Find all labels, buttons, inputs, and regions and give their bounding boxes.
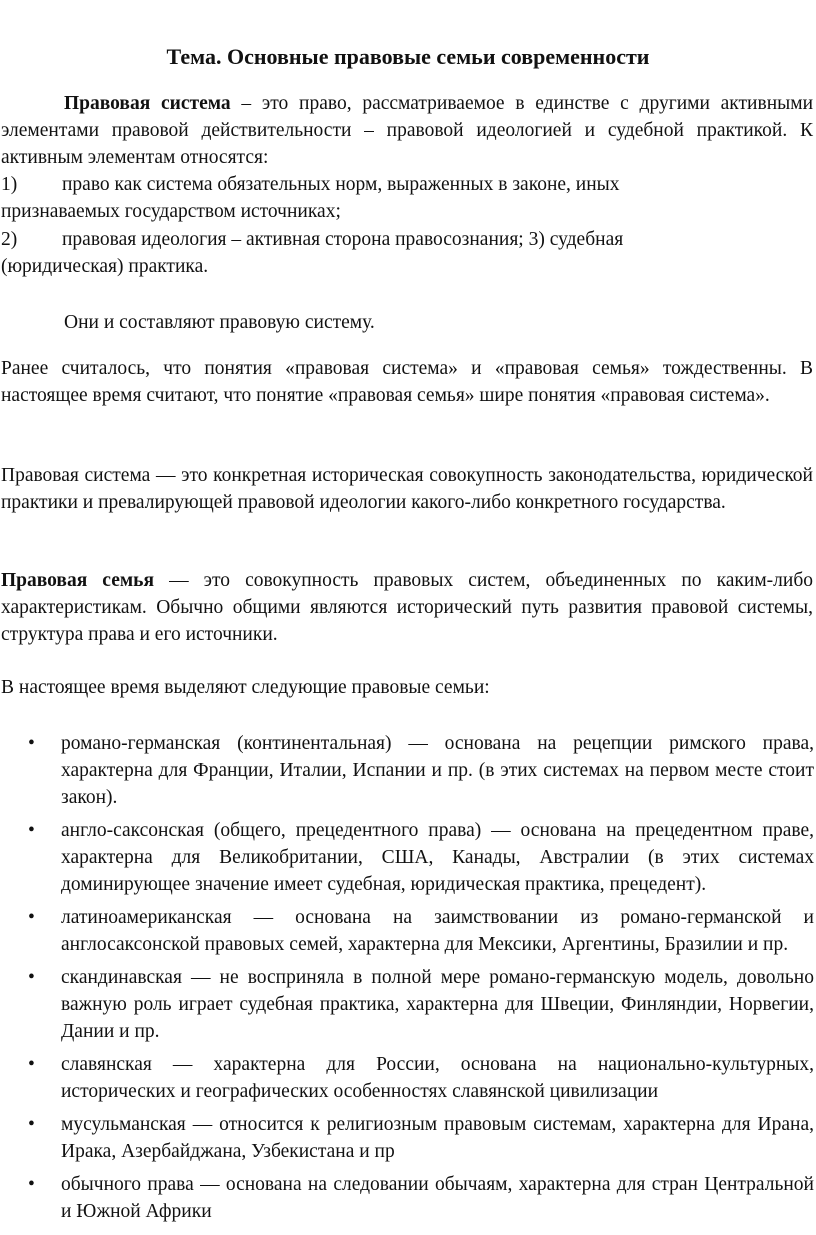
list-item: [0, 1051, 814, 1105]
list-item: [0, 817, 814, 898]
list-item: [0, 730, 814, 811]
family-text: — это совокупность правовых систем, объединенных по каким-либо характеристикам. Обычно общими являются исторический путь развития правовой системы, структура права и его источники.: [1, 570, 813, 645]
item-text-line1: правовая идеология – активная сторона правосознания; 3) судебная: [62, 229, 624, 250]
item-number: 1): [1, 174, 18, 195]
intro-paragraph: [1, 90, 813, 171]
numbered-item: [1, 171, 701, 225]
list-item: [0, 1171, 814, 1225]
bullet-icon: •: [28, 907, 35, 928]
list-item-text: романо-германская (континентальная) — основана на рецепции римского права, характерна для Франции, Италии, Испании и пр. (в этих системах на первом месте стоит закон).: [61, 733, 814, 808]
family-paragraph: [1, 567, 813, 648]
item-number: 2): [1, 229, 18, 250]
page-title: Тема. Основные правовые семьи современности: [166, 44, 650, 69]
list-item-text: славянская — характерна для России, основана на национально-культурных, исторических и географических особенностях славянской цивилизации: [61, 1054, 814, 1102]
earlier-paragraph: Ранее считалось, что понятия «правовая система» и «правовая семья» тождественны. В настоящее время считают, что понятие «правовая семья» шире понятия «правовая система».: [1, 358, 813, 406]
bullet-icon: •: [28, 1114, 35, 1135]
summary-paragraph: Они и составляют правовую систему.: [64, 312, 375, 333]
item-text-line2: (юридическая) практика.: [1, 256, 209, 277]
legal-families-list: [0, 730, 814, 1231]
list-item: [0, 1111, 814, 1165]
bullet-icon: •: [28, 1174, 35, 1195]
bullet-icon: •: [28, 733, 35, 754]
list-item-text: обычного права — основана на следовании обычаям, характерна для стран Центральной и Южной Африки: [61, 1174, 814, 1222]
intro-text: – это право, рассматриваемое в единстве с другими активными элементами правовой действительности – правовой идеологией и судебной практикой. К активным элементам относятся:: [1, 93, 814, 168]
family-term: Правовая семья: [1, 570, 155, 591]
bullet-icon: •: [28, 1054, 35, 1075]
system-paragraph: Правовая система — это конкретная историческая совокупность законодательства, юридической практики и превалирующей правовой идеологии какого-либо конкретного государства.: [1, 465, 813, 513]
item-text-line2: признаваемых государством источниках;: [1, 201, 341, 222]
bullet-icon: •: [28, 820, 35, 841]
numbered-item: [1, 226, 701, 280]
list-item-text: латиноамериканская — основана на заимствовании из романо-германской и англосаксонской правовых семей, характерна для Мексики, Аргентины, Бразилии и пр.: [61, 907, 814, 955]
list-item-text: англо-саксонская (общего, прецедентного права) — основана на прецедентном праве, характерна для Великобритании, США, Канады, Австралии (в этих системах доминирующее значение имеет судебная, юридическая практика, прецедент).: [61, 820, 814, 895]
item-text-line1: право как система обязательных норм, выраженных в законе, иных: [62, 174, 620, 195]
list-item-text: мусульманская — относится к религиозным правовым системам, характерна для Ирана, Ирака, Азербайджана, Узбекистана и пр: [61, 1114, 814, 1162]
list-intro: В настоящее время выделяют следующие правовые семьи:: [1, 677, 490, 698]
intro-term: Правовая система: [64, 93, 231, 114]
bullet-icon: •: [28, 967, 35, 988]
list-item-text: скандинавская — не восприняла в полной мере романо-германскую модель, довольно важную роль играет судебная практика, характерна для Швеции, Финляндии, Норвегии, Дании и пр.: [61, 967, 814, 1042]
list-item: [0, 964, 814, 1045]
list-item: [0, 904, 814, 958]
